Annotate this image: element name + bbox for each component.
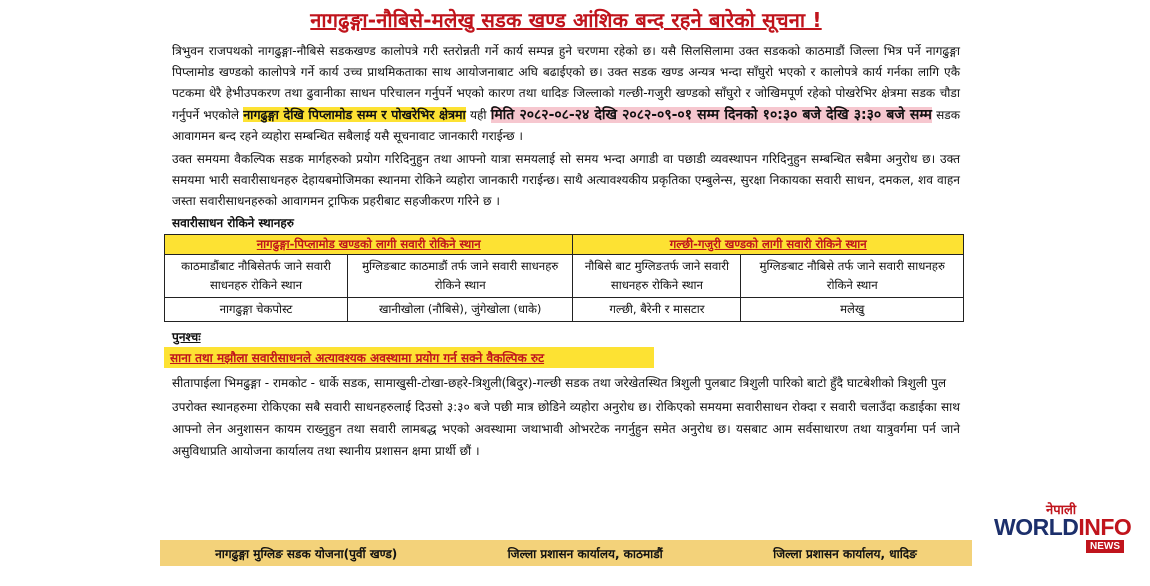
paragraph-intro: [172, 41, 960, 147]
intro-text-c: सडक आवागमन बन्द रहने व्यहोरा सम्बन्धित सबैलाई यसै सूचनावाट जानकारी गराईन्छ ।: [172, 108, 960, 143]
stop-locations-table: [164, 234, 964, 322]
table-cell: नागढुङ्गा चेकपोस्ट: [165, 298, 348, 322]
intro-text: त्रिभुवन राजपथको नागढुङ्गा-नौबिसे सडकखण्ड कालोपत्रे गरी स्तरोन्नती गर्ने कार्य सम्पन्न हुने चरणमा रहेको छ। यसै सिलसिलामा उक्त सडकको काठमाडौं जिल्ला भित्र पर्ने नागढुङ्गा पिप्लामोड खण्डको कालोपत्रे गर्ने कार्य उच्च प्राथमिकताका साथ आयोजनाबाट अघि बढाईएको छ। उक्त सडक खण्ड अन्यत्र भन्दा साँघुरो भएको र कालोपत्रे कार्य गर्नका लागि एकै पटकमा धेरै हेभीउपकरण तथा ढुवानीका साधन परिचालन गर्नुपर्ने भएको कारण तथा धादिङ जिल्लाको गल्छी-गजुरी खण्डको साँघुरो र जोखिमपूर्ण रहेको पोखरेभिर क्षेत्रमा सडक चौडा गर्नुपर्ने भएकोले: [172, 44, 960, 122]
closure-location-highlight: नागढुङ्गा देखि पिप्लामोड सम्म र पोखरेभिर क्षेत्रमा: [243, 107, 466, 122]
alternate-route-text: सीतापाईला भिमढुङ्गा - रामकोट - धार्के सडक, सामाखुसी-टोखा-छहरे-त्रिशुली(बिदुर)-गल्छी सडक तथा जरेखेतस्थित त्रिशुली पुलबाट त्रिशुली पारिको बाटो हुँदै घाटबेशीको त्रिशुली पुल: [172, 376, 947, 390]
paragraph-advice: उक्त समयमा वैकल्पिक सडक मार्गहरुको प्रयोग गरिदिनुहुन तथा आफ्नो यात्रा समयलाई सो समय भन्दा अगाडी वा पछाडी व्यवस्थापन गरिदिनुहुन सम्बन्धित सबैमा अनुरोध छ। उक्त समयमा भारी सवारीसाधनहरु देहायबमोजिमका स्थानमा रोकिने व्यहोरा जानकारी गराईन्छ। साथै अत्यावश्यकीय प्रकृतिका एम्बुलेन्स, सुरक्षा निकायका सवारी साधन, दमकल, शव वाहन जस्ता सवारीसाधनहरुको आवागमन ट्राफिक प्रहरीबाट सहजीकरण गरिने छ ।: [172, 152, 960, 208]
table-cell: मुग्लिङबाट नौबिसे तर्फ जाने सवारी साधनहरु रोकिने स्थान: [741, 255, 964, 298]
footer-office-kathmandu: जिल्ला प्रशासन कार्यालय, काठमाडौं: [507, 546, 663, 561]
stop-locations-heading: सवारीसाधन रोकिने स्थानहरु: [172, 216, 294, 230]
table-cell: काठमाडौंबाट नौबिसेतर्फ जाने सवारी साधनहरु रोकिने स्थान: [165, 255, 348, 298]
logo-nepali-text: नेपाली: [1046, 503, 1077, 518]
table-header-row: [165, 235, 964, 255]
notice-title: नागढुङ्गा-नौबिसे-मलेखु सडक खण्ड आंशिक बन्द रहने बारेको सूचना !: [310, 8, 822, 32]
postscript-label: पुनश्चः: [172, 330, 201, 344]
logo-world: WORLD: [994, 514, 1079, 540]
signatories-footer: [160, 540, 972, 566]
footer-office-project: नागढुङ्गा मुग्लिङ सडक योजना(पुर्वी खण्ड): [215, 546, 398, 561]
table-cell: नौबिसे बाट मुग्लिङतर्फ जाने सवारी साधनहरु रोकिने स्थान: [573, 255, 741, 298]
logo-news-badge: NEWS: [1086, 540, 1124, 553]
table-cell: मुग्लिङबाट काठमाडौं तर्फ जाने सवारी साधनहरु रोकिने स्थान: [347, 255, 573, 298]
alternate-route-heading: साना तथा मझौला सवारीसाधनले अत्यावश्यक अवस्थामा प्रयोग गर्न सक्ने वैकल्पिक रुट: [164, 347, 654, 368]
logo-wordmark: [994, 514, 1131, 541]
nepali-worldinfo-logo: [994, 500, 1132, 560]
notice-document: [160, 0, 972, 586]
table-cell: गल्छी, बैरेनी र मासटार: [573, 298, 741, 322]
intro-text-b: यही: [469, 108, 487, 122]
footer-office-dhading: जिल्ला प्रशासन कार्यालय, धादिङ: [773, 546, 917, 561]
paragraph-closing: उपरोक्त स्थानहरुमा रोकिएका सबै सवारी साधनहरुलाई दिउसो ३:३० बजे पछी मात्र छोडिने व्यहोरा अनुरोध छ। रोकिएको समयमा सवारीसाधन रोक्दा र सवारी चलाउँदा कडाईका साथ आफ्नो लेन अनुशासन कायम राख्नुहुन तथा सवारी लामबद्ध भएको अवस्थामा जथाभावी ओभरटेक नगर्नुहुन समेत अनुरोध छ। यसबाट आम सर्वसाधारण तथा यात्रुवर्गमा पर्न जाने असुविधाप्रति आयोजना कार्यालय तथा स्थानीय प्रशासन क्षमा प्रार्थी छौं ।: [172, 400, 960, 458]
table-row: [165, 298, 964, 322]
closure-date-highlight: मिति २०८२-०८-२४ देखि २०८२-०९-०१ सम्म दिनको १०:३० बजे देखि ३:३० बजे सम्म: [490, 107, 932, 123]
table-header-nagdhunga: नागढुङ्गा-पिप्लामोड खण्डको लागी सवारी रोकिने स्थान: [165, 235, 573, 255]
table-header-galchhi: गल्छी-गजुरी खण्डको लागी सवारी रोकिने स्थान: [573, 235, 964, 255]
table-cell: खानीखोला (नौबिसे), जुंगेखोला (धाके): [347, 298, 573, 322]
table-cell: मलेखु: [741, 298, 964, 322]
logo-info: INFO: [1078, 514, 1132, 540]
table-row: [165, 255, 964, 298]
